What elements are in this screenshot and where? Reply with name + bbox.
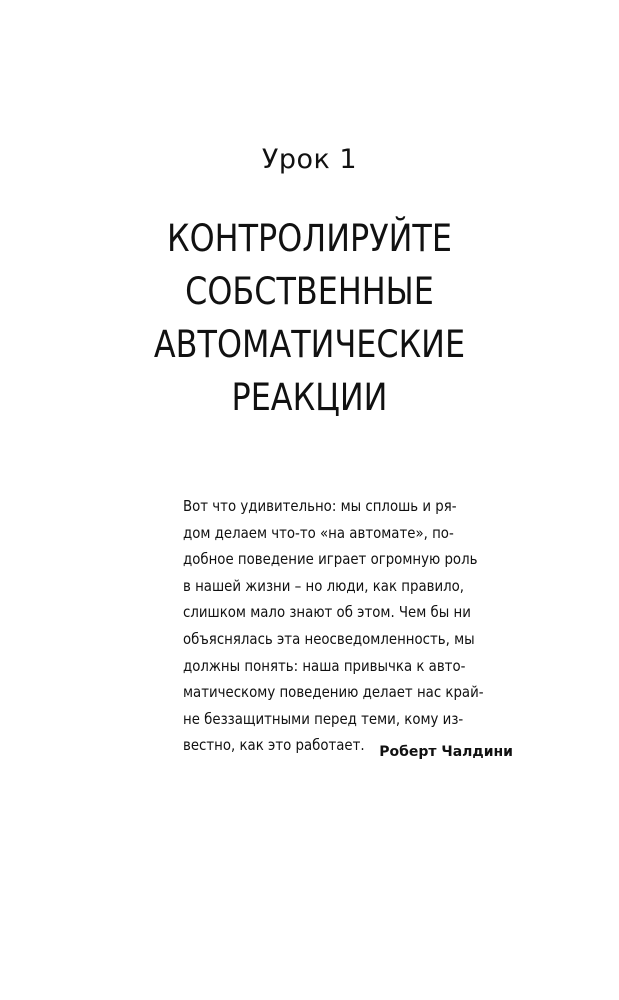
chapter-title-line: АВТОМАТИЧЕСКИЕ [153,323,466,366]
epigraph [183,493,513,759]
chapter-title-line: КОНТРОЛИРУЙТЕ [167,217,452,260]
chapter-title [95,212,524,424]
epigraph-line: не беззащитными перед теми, кому из- [183,709,464,728]
epigraph-line: Вот что удивительно: мы сплошь и ря- [183,497,457,515]
epigraph-line: добное поведение играет огромную роль [183,550,478,569]
epigraph-line: слишком мало знают об этом. Чем бы ни [183,603,471,622]
epigraph-line: объяснялась эта неосведомленность, мы [183,629,475,648]
chapter-title-line: СОБСТВЕННЫЕ [185,270,434,313]
epigraph-line: в нашей жизни – но люди, как правило, [183,576,465,595]
epigraph-quote [183,493,513,759]
epigraph-line: дом делаем что-то «на автомате», по- [183,523,454,542]
epigraph-line: матическому поведению делает нас край- [183,683,484,702]
epigraph-line: вестно, как это работает. [183,736,365,755]
chapter-title-line: РЕАКЦИИ [231,376,388,419]
lesson-number: Урок 1 [261,144,358,175]
epigraph-author: Роберт Чалдини [379,744,513,760]
epigraph-line: должны понять: наша привычка к авто- [183,656,466,675]
